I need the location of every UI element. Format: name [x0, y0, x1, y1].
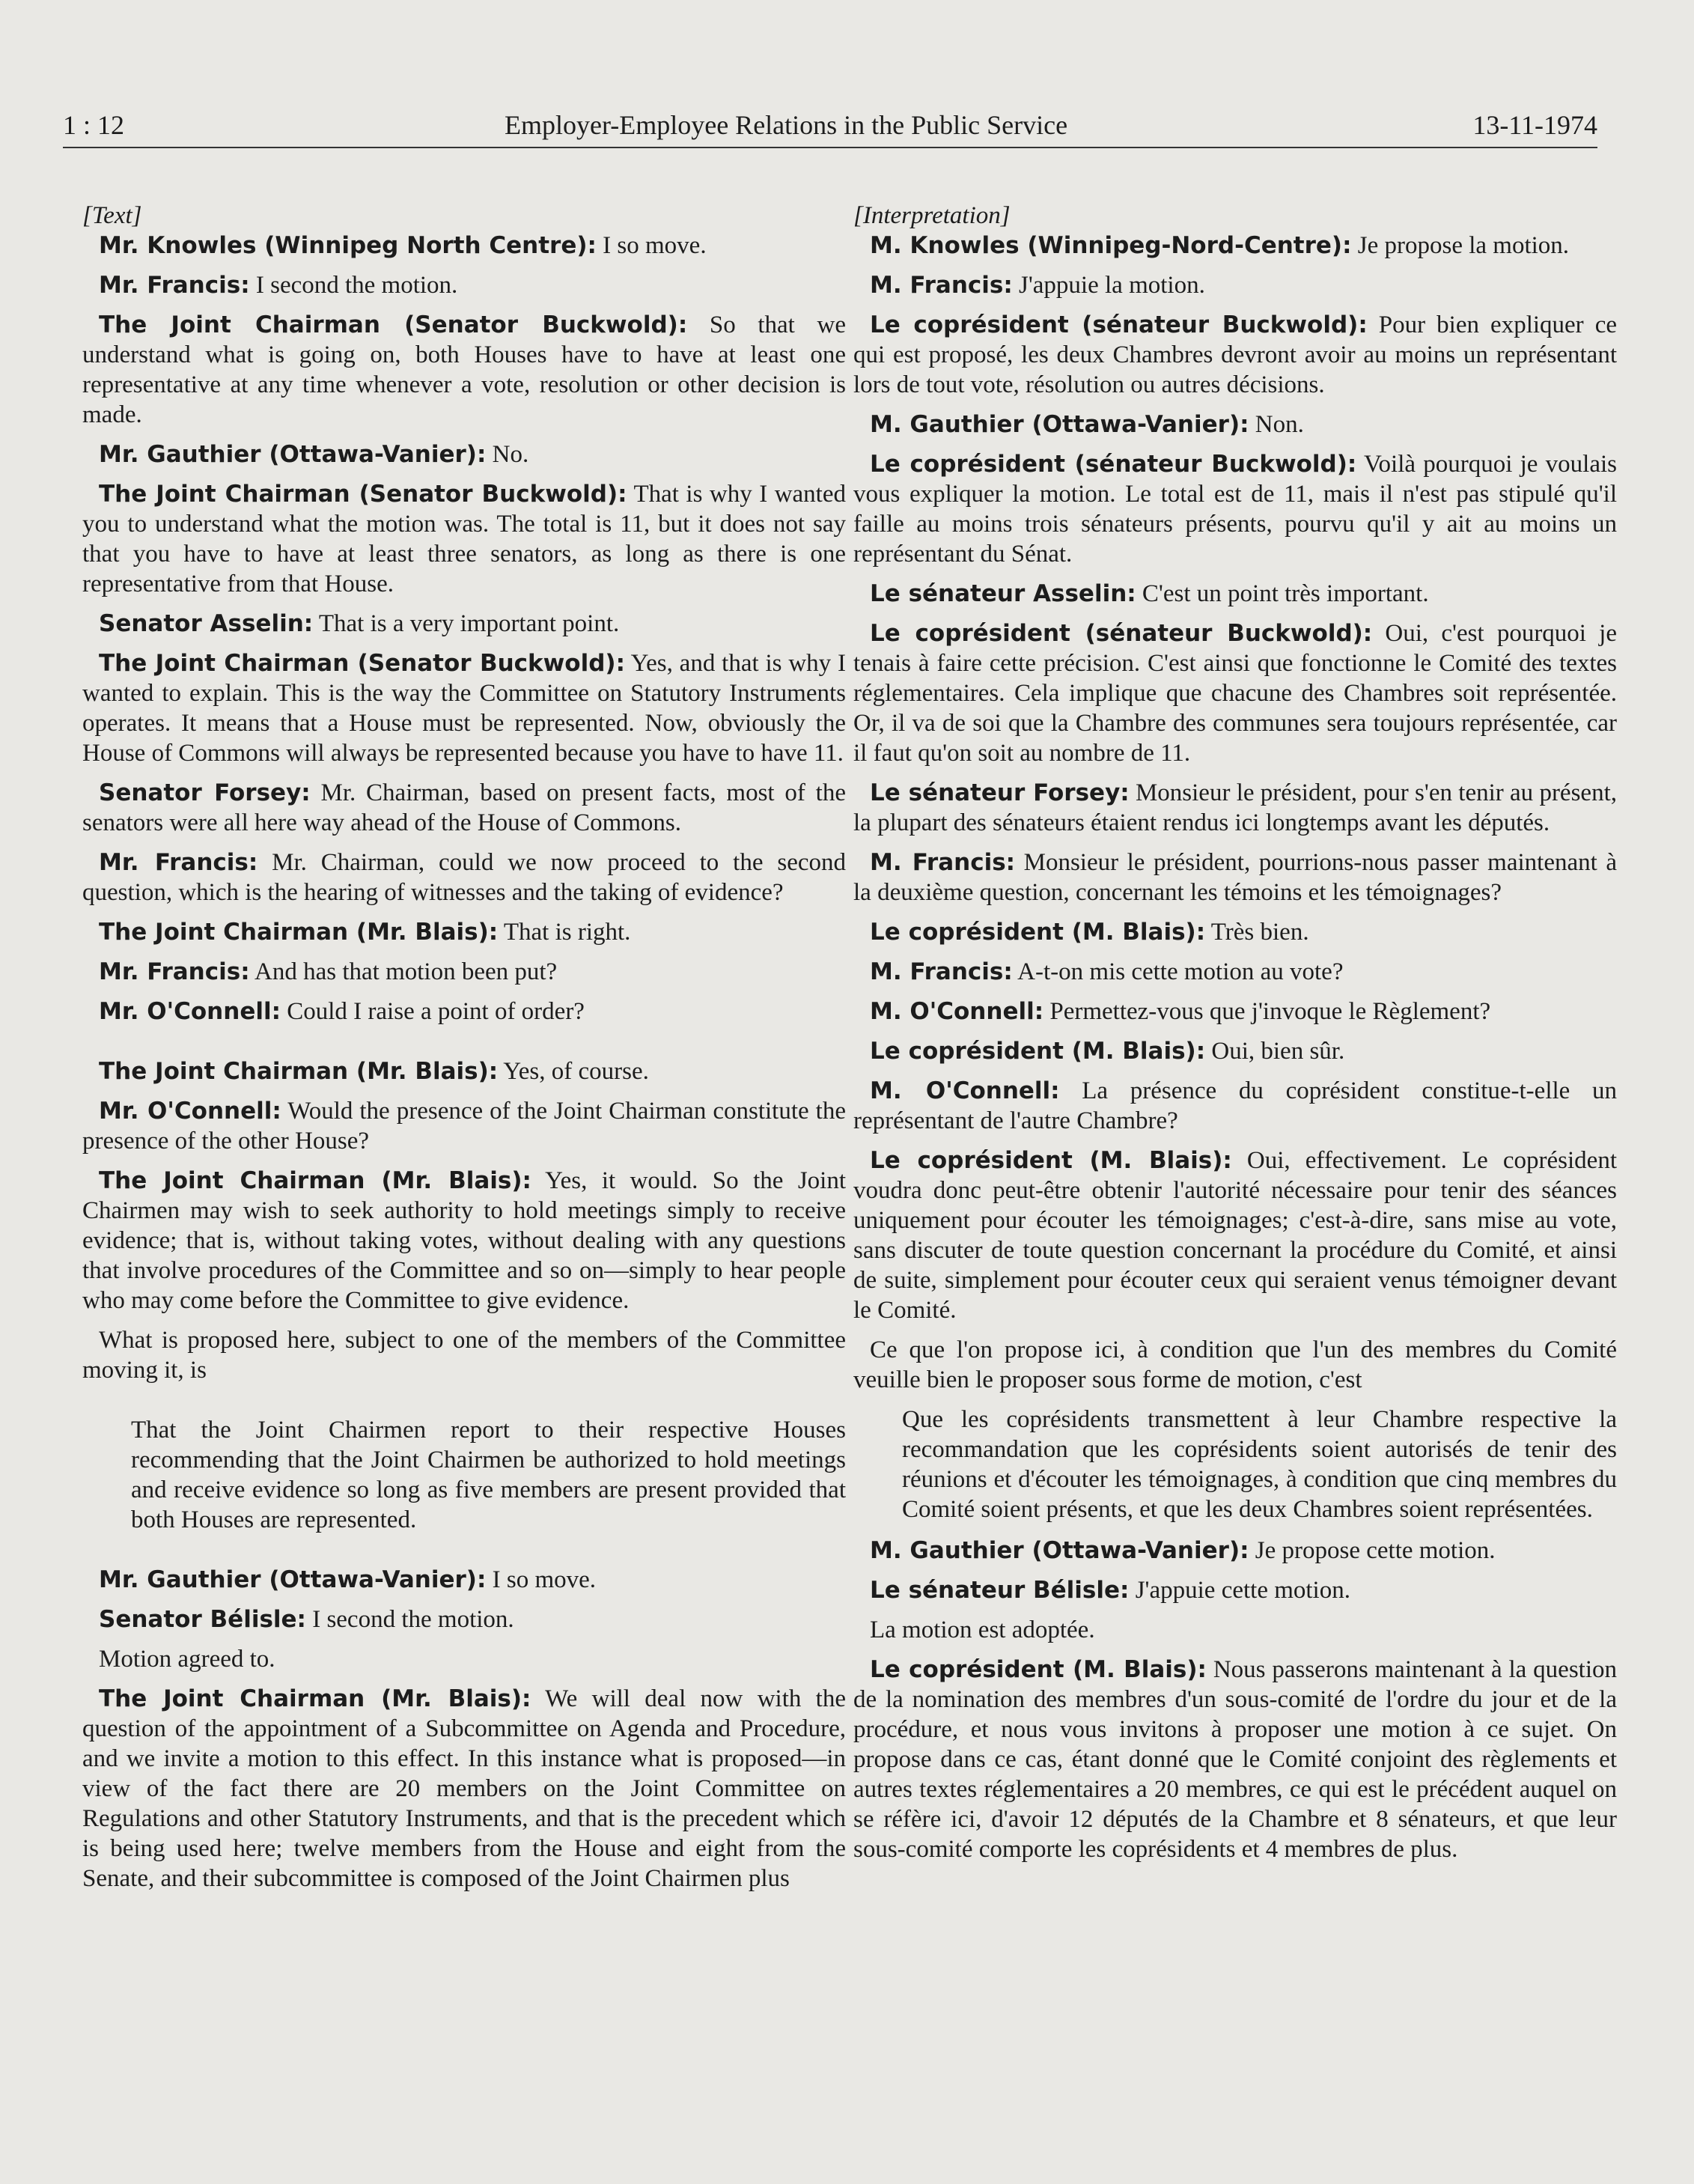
speaker-name: M. Gauthier (Ottawa-Vanier): [870, 411, 1249, 438]
speaker-name: Senator Asselin: [99, 610, 314, 637]
speech-text: I second the motion. [249, 272, 458, 299]
speech [853, 1076, 1617, 1136]
speech-text: Mr. Chairman, based on present facts, most of the senators were all here way ahead of the House of Commons. [82, 779, 847, 836]
speaker-name: M. Gauthier (Ottawa-Vanier): [870, 1537, 1249, 1564]
speaker-name: Senator Forsey: [99, 779, 311, 806]
speaker-name: The Joint Chairman (Mr. Blais): [99, 1685, 531, 1712]
speaker-name: Le coprésident (M. Blais): [870, 1147, 1232, 1174]
speaker-name: The Joint Chairman (Mr. Blais): [99, 919, 499, 946]
speech [853, 449, 1617, 569]
speaker-name: Le sénateur Bélisle: [870, 1577, 1130, 1604]
speaker-name: The Joint Chairman (Senator Buckwold): [99, 481, 627, 508]
page-number: 1 : 12 [63, 110, 125, 140]
speech [82, 1684, 846, 1893]
speaker-name: Mr. O'Connell: [99, 998, 281, 1025]
speaker-name: Mr. Gauthier (Ottawa-Vanier): [99, 441, 487, 468]
speaker-name: Le coprésident (M. Blais): [870, 1038, 1206, 1065]
speech-text: Nous passerons maintenant à la question de la nomination des membres d'un sous-comité de l'ordre du jour et de la procédure, et nous vous invitons à proposer une motion à ce sujet. On propose dans ce cas, étant donné que le Comité conjoint des règlements et autres textes réglementaires a 20 membres, ce qui est le précédent auquel on se réfère ici, d'avoir 12 députés de la Chambre et 8 sénateurs, et que leur sous-comité comporte les coprésidents et 4 membres de plus. [853, 1656, 1617, 1863]
speech-text: No. [486, 441, 529, 468]
speaker-name: The Joint Chairman (Senator Buckwold): [99, 311, 688, 338]
speech [853, 618, 1617, 768]
speech-text: Yes, it would. So the Joint Chairmen may wish to seek authority to hold meetings simply to receive evidence; that is, without taking votes, without dealing with any questions that involve procedures of the Committee and so on—simply to hear people who may come before the Committee to give evidence. [82, 1167, 846, 1314]
speech [853, 579, 1617, 609]
running-header [63, 103, 1597, 148]
speaker-name: Senator Bélisle: [99, 1606, 306, 1633]
speech [82, 648, 846, 768]
speech [82, 310, 846, 430]
speech [853, 310, 1617, 400]
speech [82, 778, 846, 838]
speech [82, 957, 846, 987]
speaker-name: The Joint Chairman (Mr. Blais): [99, 1058, 499, 1085]
speech-text: Oui, effectivement. Le coprésident voudra donc peut-être obtenir l'autorité nécessaire pour tenir des séances uniquement pour écouter les témoignages; c'est-à-dire, sans mise au vote, sans discuter de toute question concernant la procédure du Comité, et ainsi de suite, simplement pour écouter ceux qui seraient venus témoigner devant le Comité. [853, 1147, 1617, 1324]
speech [853, 231, 1617, 261]
speech-text: That is why I wanted you to understand what the motion was. The total is 11, but it does not say that you have to have at least three senators, as long as there is one representative from that House. [82, 481, 846, 597]
language-label: [Interpretation] [853, 202, 1011, 229]
speech [82, 1056, 846, 1086]
paragraph: La motion est adoptée. [870, 1616, 1095, 1643]
speaker-name: Le coprésident (M. Blais): [870, 919, 1206, 946]
speaker-name: The Joint Chairman (Mr. Blais): [99, 1167, 531, 1194]
speaker-name: Le sénateur Asselin: [870, 580, 1136, 607]
paragraph: What is proposed here, subject to one of the members of the Committee moving it, is [82, 1327, 846, 1384]
speech [82, 1604, 846, 1634]
speech [82, 1166, 846, 1315]
speech-text: Would the presence of the Joint Chairman constitute the presence of the other House? [82, 1098, 846, 1155]
speaker-name: Le coprésident (M. Blais): [870, 1656, 1207, 1683]
speech-text: C'est un point très important. [1136, 580, 1429, 607]
speech-text: Je propose la motion. [1351, 232, 1570, 259]
speech [853, 957, 1617, 987]
speech-text: Could I raise a point of order? [281, 998, 585, 1025]
speech [853, 917, 1617, 947]
motion-text: Que les coprésidents transmettent à leur Chambre respective la recommandation que les coprésidents soient autorisés de tenir des réunions et d'écouter les témoignages, à condition que cinq membres du Comité soient présents, et que les deux Chambres soient représentées. [902, 1406, 1617, 1523]
speech-text: Oui, bien sûr. [1205, 1038, 1345, 1065]
speaker-name: Mr. Gauthier (Ottawa-Vanier): [99, 1566, 487, 1593]
speech [853, 848, 1617, 907]
speech [853, 778, 1617, 838]
speech [82, 231, 846, 261]
speech [82, 997, 846, 1026]
speech [853, 1536, 1617, 1566]
speech-text: And has that motion been put? [249, 958, 558, 985]
speech [82, 848, 846, 907]
language-label: [Text] [82, 202, 142, 229]
speech [82, 1565, 846, 1595]
speech-text: La présence du coprésident constitue-t-elle un représentant de l'autre Chambre? [853, 1077, 1617, 1134]
speech-text: Yes, of course. [498, 1058, 649, 1085]
speech [853, 1036, 1617, 1066]
french-column [853, 201, 1617, 1874]
speech [853, 1146, 1617, 1325]
speech [853, 410, 1617, 439]
speaker-name: Mr. Knowles (Winnipeg North Centre): [99, 232, 597, 259]
speech-text: Voilà pourquoi je voulais vous expliquer la motion. Le total est de 11, mais il n'est pas stipulé qu'il faille au moins trois sénateurs présents, pourvu qu'il y ait au moins un représentant du Sénat. [853, 451, 1618, 568]
speech-text: Permettez-vous que j'invoque le Règlement? [1043, 998, 1491, 1025]
speech-text: A-t-on mis cette motion au vote? [1012, 958, 1344, 985]
speaker-name: M. O'Connell: [870, 998, 1044, 1025]
header-date: 13-11-1974 [1472, 110, 1597, 140]
speaker-name: M. Francis: [870, 849, 1016, 876]
speech-text: I second the motion. [305, 1606, 514, 1633]
speaker-name: M. Francis: [870, 272, 1013, 299]
running-title: Employer-Employee Relations in the Public Service [505, 110, 1068, 140]
speaker-name: Mr. Francis: [99, 849, 258, 876]
speech-text: That is a very important point. [313, 610, 620, 637]
speech [853, 997, 1617, 1026]
speech-text: Monsieur le président, pourrions-nous passer maintenant à la deuxième question, concernant les témoins et les témoignages? [853, 849, 1617, 906]
speech-text: Mr. Chairman, could we now proceed to the second question, which is the hearing of witnesses and the taking of evidence? [82, 849, 846, 906]
speaker-name: Mr. Francis: [99, 272, 250, 299]
motion-text: That the Joint Chairmen report to their respective Houses recommending that the Joint Chairmen be authorized to hold meetings and receive evidence so long as five members are present provided that both Houses are represented. [131, 1417, 846, 1533]
speech [82, 1096, 846, 1156]
speech-text: Monsieur le président, pour s'en tenir au présent, la plupart des sénateurs étaient rendus ici longtemps avant les députés. [853, 779, 1617, 836]
speech-text: That is right. [498, 919, 631, 946]
speech [82, 479, 846, 599]
speech [82, 609, 846, 639]
speech-text: Oui, c'est pourquoi je tenais à faire cette précision. C'est ainsi que fonctionne le Comité des textes réglementaires. Cela implique que chacune des Chambres soit représentée. Or, il va de soi que la Chambre des communes sera toujours représentée, car il faut qu'on soit au nombre de 11. [853, 620, 1617, 767]
speaker-name: Mr. Francis: [99, 958, 250, 985]
speaker-name: Mr. O'Connell: [99, 1098, 281, 1125]
speech-text: J'appuie la motion. [1012, 272, 1205, 299]
speech [853, 270, 1617, 300]
speech-text: Très bien. [1205, 919, 1309, 946]
speaker-name: M. Knowles (Winnipeg-Nord-Centre): [870, 232, 1352, 259]
speaker-name: The Joint Chairman (Senator Buckwold): [99, 650, 625, 677]
speech [82, 270, 846, 300]
speaker-name: M. O'Connell: [870, 1077, 1060, 1104]
speech-text: Non. [1249, 411, 1304, 438]
speaker-name: Le coprésident (sénateur Buckwold): [870, 311, 1368, 338]
speech [82, 439, 846, 469]
speaker-name: Le sénateur Forsey: [870, 779, 1130, 806]
speech-text: J'appuie cette motion. [1129, 1577, 1350, 1604]
speech-text: Pour bien expliquer ce qui est proposé, les deux Chambres devront avoir au moins un représentant lors de tout vote, résolution ou autres décisions. [853, 311, 1618, 398]
english-column [82, 201, 846, 1903]
speech-text: I so move. [486, 1566, 597, 1593]
speech [853, 1575, 1617, 1605]
speech-text: So that we understand what is going on, both Houses have to have at least one representative at any time whenever a vote, resolution or other decision is made. [82, 311, 846, 428]
paragraph: Ce que l'on propose ici, à condition que l'un des membres du Comité veuille bien le proposer sous forme de motion, c'est [853, 1336, 1617, 1393]
speech [853, 1655, 1617, 1864]
speech-text: Je propose cette motion. [1249, 1537, 1496, 1564]
speaker-name: Le coprésident (sénateur Buckwold): [870, 451, 1357, 478]
speech-text: I so move. [596, 232, 707, 259]
speech [82, 917, 846, 947]
paragraph: Motion agreed to. [99, 1646, 275, 1673]
speech-text: Yes, and that is why I wanted to explain. This is the way the Committee on Statutory Instruments operates. It means that a House must be represented. Now, obviously the House of Commons will always be represented because you have to have 11. [82, 650, 846, 767]
speech-text: We will deal now with the question of the appointment of a Subcommittee on Agenda and Procedure, and we invite a motion to this effect. In this instance what is proposed—in view of the fact there are 20 members on the Joint Committee on Regulations and other Statutory Instruments, and that is the precedent which is being used here; twelve members from the House and eight from the Senate, and their subcommittee is composed of the Joint Chairmen plus [82, 1685, 846, 1892]
speaker-name: M. Francis: [870, 958, 1013, 985]
speaker-name: Le coprésident (sénateur Buckwold): [870, 620, 1373, 647]
